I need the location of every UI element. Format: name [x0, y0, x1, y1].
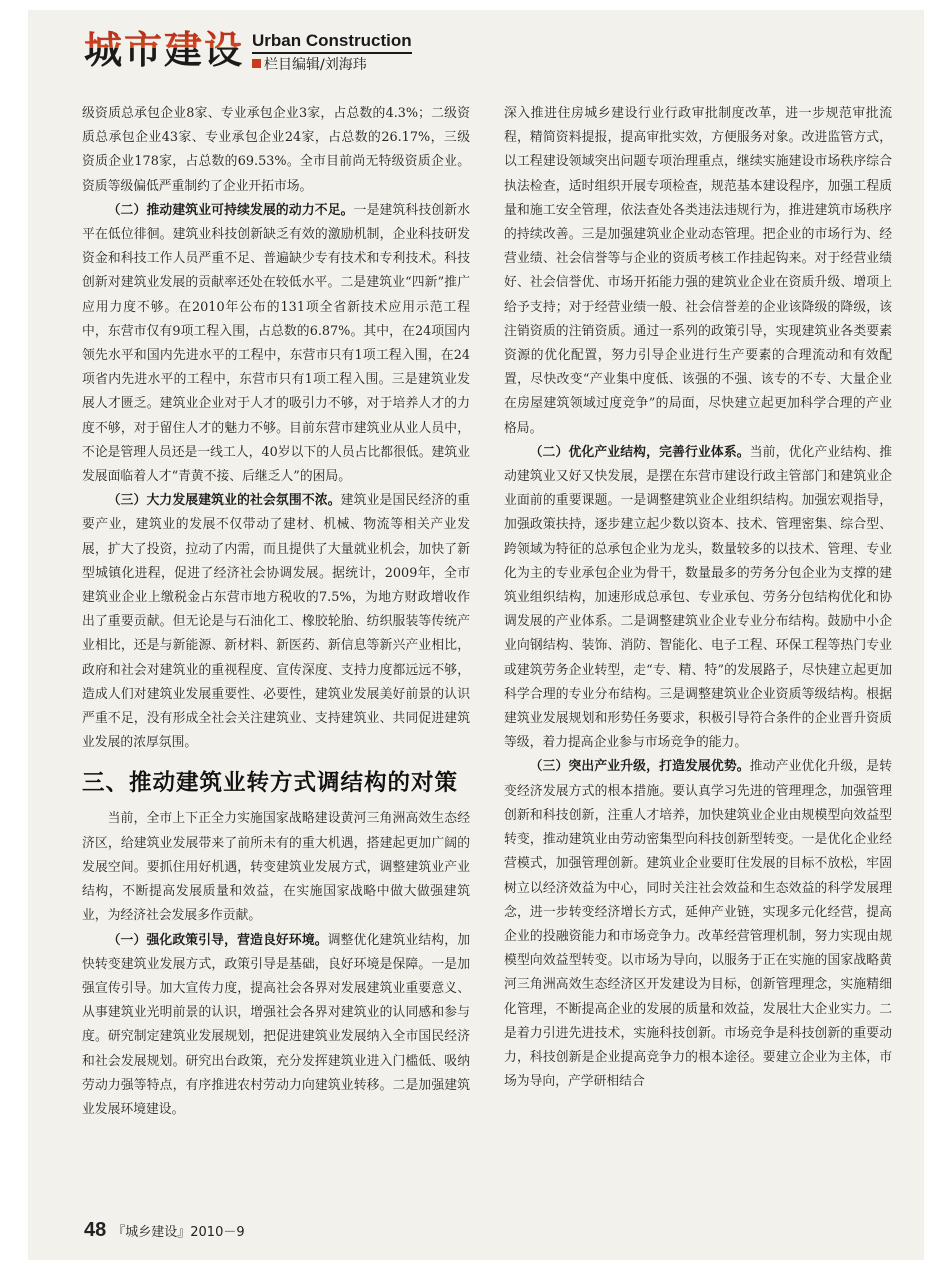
subheading: （三）突出产业升级，打造发展优势。 [529, 759, 750, 775]
page-number: 48 [84, 1219, 107, 1241]
editor-label: 栏目编辑/刘海玮 [264, 57, 367, 73]
subheading: （二）优化产业结构，完善行业体系。 [529, 444, 750, 460]
paragraph [504, 755, 892, 1094]
column-editor [252, 56, 367, 74]
paragraph: 当前，全市上下正全力实施国家战略建设黄河三角洲高效生态经济区，给建筑业发展带来了前所未有的重大机遇，搭建起更加广阔的发展空间。要抓住用好机遇，转变建筑业发展方式，调整建筑业产业结构，不断提高发展质量和效益，在实施国家战略中做大做强建筑业，为经济社会发展多作贡献。 [82, 811, 470, 924]
journal-name: 『城乡建设』2010－9 [112, 1225, 245, 1240]
page-footer [84, 1218, 245, 1245]
section-heading: 三、推动建筑业转方式调结构的对策 [82, 770, 459, 797]
subheading: （三）大力发展建筑业的社会氛围不浓。 [107, 493, 341, 509]
right-column [504, 102, 892, 1212]
left-column [82, 102, 470, 1212]
paragraph-body: 推动产业优化升级，是转变经济发展方式的根本措施。要认真学习先进的管理理念，加强管理创新和科技创新，注重人才培养，加快建筑业企业由规模型向效益型转变，推动建筑业由劳动密集型向科技创新型转变。一是优化企业经营模式，加强管理创新。建筑业企业要盯住发展的目标不放松，牢固树立以经济效益为中心，同时关注社会效益和生态效益的科学发展理念，进一步转变经济增长方式，延伸产业链，实现多元化经营，提高企业的投融资能力和市场竞争力。改革经营管理机制，努力实现由规模型向效益型转变。以市场为导向，以服务于正在实施的国家战略黄河三角洲高效生态经济区开发建设为目标，创新管理理念，实施精细化管理，不断提高企业的发展的质量和效益，发展壮大企业实力。二是着力引进先进技术，实施科技创新。市场竞争是科技创新的重要动力，科技创新是企业提高竞争力的根本途径。要建立企业为主体，市场为导向，产学研相结合 [504, 759, 892, 1090]
paragraph-body: 调整优化建筑业结构，加快转变建筑业发展方式，政策引导是基础，良好环境是保障。一是加强宣传引导。加大宣传力度，提高社会各界对发展建筑业重要意义、从事建筑业光明前景的认识，增强社会各界对建筑业的认同感和参与度。研究制定建筑业发展规划，把促进建筑业发展纳入全市国民经济和社会发展规划。研究出台政策，充分发挥建筑业进入门槛低、吸纳劳动力强等特点，有序推进农村劳动力向建筑业转移。二是加强建筑业发展环境建设。 [82, 932, 470, 1117]
paragraph [82, 199, 470, 489]
paragraph: 级资质总承包企业8家、专业承包企业3家，占总数的4.3%；二级资质总承包企业43家、专业承包企业24家，占总数的26.17%，三级资质企业178家，占总数的69.53%。全市目前尚无特级资质企业。资质等级偏低严重制约了企业开拓市场。 [82, 106, 470, 194]
subheading: （一）强化政策引导，营造良好环境。 [107, 932, 328, 948]
paragraph-body: 建筑业是国民经济的重要产业，建筑业的发展不仅带动了建材、机械、物流等相关产业发展，扩大了投资，拉动了内需，而且提供了大量就业机会，加快了新型城镇化进程，促进了经济社会协调发展。据统计，2009年，全市建筑业企业上缴税金占东营市地方税收的7.5%，为地方财政增收作出了重要贡献。但无论是与石油化工、橡胶轮胎、纺织服装等传统产业相比，还是与新能源、新材料、新医药、新信息等新兴产业相比，政府和社会对建筑业的重视程度、宣传深度、支持力度都远远不够，造成人们对建筑业发展重要性、必要性，建筑业发展美好前景的认识严重不足，没有形成全社会关注建筑业、支持建筑业、共同促进建筑业发展的浓厚氛围。 [82, 493, 470, 751]
magazine-page [28, 10, 924, 1260]
paragraph-body: 当前，优化产业结构、推动建筑业又好又快发展，是摆在东营市建设行政主管部门和建筑业企业面前的重要课题。一是调整建筑业企业组织结构。加强宏观指导，加强政策扶持，逐步建立起少数以资本、技术、管理密集、综合型、跨领域为特征的总承包企业为龙头，数量较多的以技术、管理、专业化为主的专业承包企业为骨干，数量最多的劳务分包企业为支撑的建筑业组织结构，加速形成总承包、专业承包、劳务分包结构优化和协调发展的产业体系。二是调整建筑业企业专业分布结构。鼓励中小企业向钢结构、装饰、消防、智能化、电子工程、环保工程等热门专业或建筑劳务企业转型，走“专、精、特”的发展路子，尽快建立起更加科学合理的专业分布结构。三是调整建筑业企业资质等级结构。根据建筑业发展规划和形势任务要求，积极引导符合条件的企业晋升资质等级，着力提高企业参与市场竞争的能力。 [504, 444, 892, 751]
paragraph [82, 489, 470, 755]
column-header [28, 10, 924, 90]
paragraph [82, 929, 470, 1123]
section-title-en: Urban Construction [252, 32, 412, 54]
subheading: （二）推动建筑业可持续发展的动力不足。 [107, 202, 354, 218]
paragraph [504, 441, 892, 756]
paragraph-body: 一是建筑科技创新水平在低位徘徊。建筑业科技创新缺乏有效的激励机制，企业科技研发资金和科技工作人员严重不足、普遍缺少专有技术和专利技术。科技创新对建筑业发展的贡献率还处在较低水平。二是建筑业“四新”推广应用力度不够。在2010年公布的131项全省新技术应用示范工程中，东营市仅有9项工程入围，占总数的6.87%。其中，在24项国内领先水平和国内先进水平的工程中，东营市只有1项工程入围，在24项省内先进水平的工程中，东营市只有1项工程入围。三是建筑业发展人才匮乏。建筑业企业对于人才的吸引力不够，对于培养人才的力度不够，对于留住人才的魅力不够。目前东营市建筑业从业人员中，不论是管理人员还是一线工人，40岁以下的人员占比都很低。建筑业发展面临着人才“青黄不接、后继乏人”的困局。 [82, 202, 470, 485]
section-title-cn: 城市建设 [84, 28, 245, 72]
paragraph: 深入推进住房城乡建设行业行政审批制度改革，进一步规范审批流程，精简资料提报，提高审批实效，方便服务对象。改进监管方式，以工程建设领域突出问题专项治理重点，继续实施建设市场秩序综合执法检查，适时组织开展专项检查，规范基本建设程序，加强工程质量和施工安全管理，依法查处各类违法违规行为，推进建筑市场秩序的持续改善。三是加强建筑业企业动态管理。把企业的市场行为、经营业绩、社会信誉等与企业的资质考核工作挂起钩来。对于经营业绩好、社会信誉优、市场开拓能力强的建筑业企业在资质升级、增项上给予支持；对于经营业绩一般、社会信誉差的企业该降级的降级，该注销资质的注销资质。通过一系列的政策引导，实现建筑业各类要素资源的优化配置，努力引导企业进行生产要素的合理流动和有效配置，尽快改变“产业集中度低、该强的不强、该专的不专、大量企业在房屋建筑领域过度竞争”的局面，尽快建立起更加科学合理的产业格局。 [504, 106, 892, 436]
red-square-icon [252, 59, 261, 68]
